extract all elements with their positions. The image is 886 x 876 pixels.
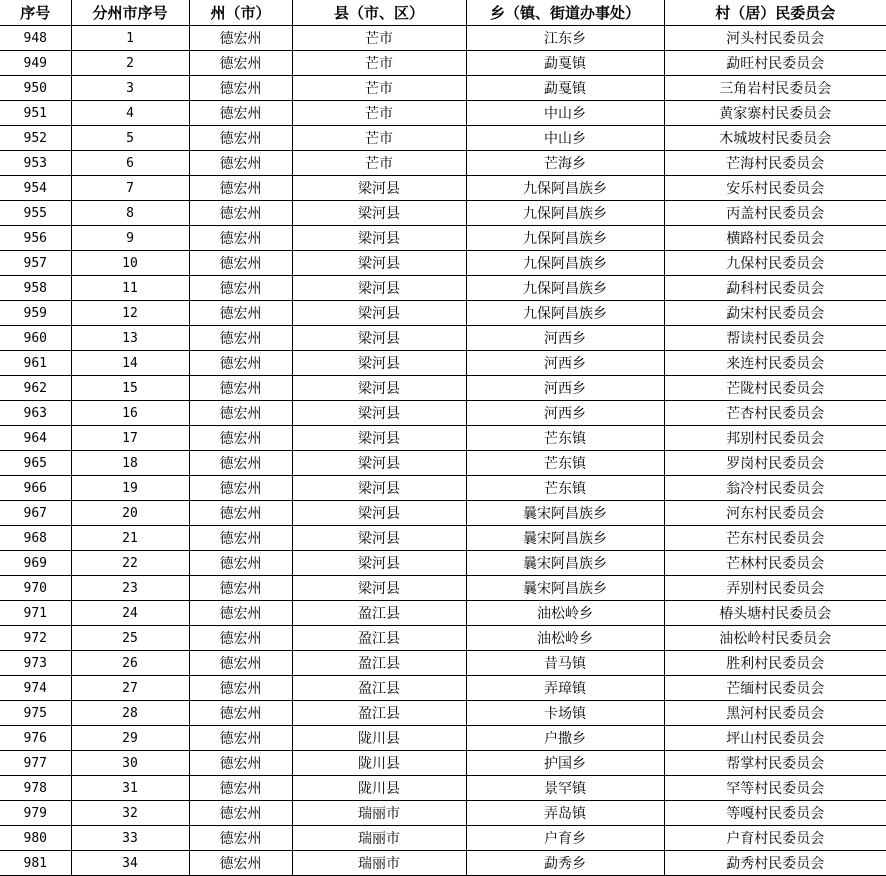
county-cell: 芒市 [292, 126, 466, 151]
prefecture-serial-no-cell: 11 [71, 276, 189, 301]
county-cell: 梁河县 [292, 201, 466, 226]
prefecture-serial-no-cell: 5 [71, 126, 189, 151]
township-cell: 河西乡 [466, 326, 664, 351]
county-cell: 瑞丽市 [292, 851, 466, 876]
serial-no-cell: 975 [0, 701, 71, 726]
county-cell: 梁河县 [292, 551, 466, 576]
prefecture-cell: 德宏州 [189, 176, 292, 201]
prefecture-cell: 德宏州 [189, 276, 292, 301]
table-row [0, 176, 886, 201]
table-row [0, 676, 886, 701]
table-row [0, 551, 886, 576]
village-committee-cell: 弄别村民委员会 [664, 576, 886, 601]
prefecture-serial-no-cell: 22 [71, 551, 189, 576]
village-committee-cell: 丙盖村民委员会 [664, 201, 886, 226]
village-committee-cell: 椿头塘村民委员会 [664, 601, 886, 626]
prefecture-serial-no-cell: 34 [71, 851, 189, 876]
table-row [0, 751, 886, 776]
prefecture-serial-no-cell: 2 [71, 51, 189, 76]
prefecture-cell: 德宏州 [189, 426, 292, 451]
township-cell: 芒海乡 [466, 151, 664, 176]
table-row [0, 526, 886, 551]
prefecture-serial-no-cell: 14 [71, 351, 189, 376]
village-committee-cell: 河东村民委员会 [664, 501, 886, 526]
serial-no-cell: 953 [0, 151, 71, 176]
prefecture-serial-no-cell: 13 [71, 326, 189, 351]
village-committee-cell: 河头村民委员会 [664, 26, 886, 51]
village-committee-cell: 芒海村民委员会 [664, 151, 886, 176]
prefecture-cell: 德宏州 [189, 326, 292, 351]
village-committee-cell: 勐科村民委员会 [664, 276, 886, 301]
prefecture-cell: 德宏州 [189, 501, 292, 526]
township-cell: 九保阿昌族乡 [466, 201, 664, 226]
township-cell: 护国乡 [466, 751, 664, 776]
county-cell: 陇川县 [292, 751, 466, 776]
prefecture-cell: 德宏州 [189, 851, 292, 876]
header-township: 乡（镇、街道办事处） [466, 0, 664, 26]
township-cell: 曩宋阿昌族乡 [466, 551, 664, 576]
table-row [0, 651, 886, 676]
county-cell: 盈江县 [292, 676, 466, 701]
village-committee-cell: 芒缅村民委员会 [664, 676, 886, 701]
prefecture-serial-no-cell: 18 [71, 451, 189, 476]
serial-no-cell: 951 [0, 101, 71, 126]
prefecture-cell: 德宏州 [189, 376, 292, 401]
village-committee-cell: 木城坡村民委员会 [664, 126, 886, 151]
header-village-committee: 村（居）民委员会 [664, 0, 886, 26]
township-cell: 中山乡 [466, 126, 664, 151]
prefecture-serial-no-cell: 1 [71, 26, 189, 51]
county-cell: 梁河县 [292, 526, 466, 551]
township-cell: 勐秀乡 [466, 851, 664, 876]
village-committee-cell: 勐宋村民委员会 [664, 301, 886, 326]
table-row [0, 126, 886, 151]
prefecture-serial-no-cell: 23 [71, 576, 189, 601]
prefecture-cell: 德宏州 [189, 726, 292, 751]
table-row [0, 801, 886, 826]
prefecture-serial-no-cell: 8 [71, 201, 189, 226]
prefecture-cell: 德宏州 [189, 401, 292, 426]
prefecture-serial-no-cell: 15 [71, 376, 189, 401]
village-committee-cell: 芒陇村民委员会 [664, 376, 886, 401]
village-committee-cell: 勐秀村民委员会 [664, 851, 886, 876]
township-cell: 昔马镇 [466, 651, 664, 676]
prefecture-cell: 德宏州 [189, 26, 292, 51]
township-cell: 九保阿昌族乡 [466, 276, 664, 301]
prefecture-serial-no-cell: 21 [71, 526, 189, 551]
table-row [0, 426, 886, 451]
header-county: 县（市、区） [292, 0, 466, 26]
serial-no-cell: 979 [0, 801, 71, 826]
township-cell: 曩宋阿昌族乡 [466, 526, 664, 551]
prefecture-serial-no-cell: 32 [71, 801, 189, 826]
table-row [0, 226, 886, 251]
table-row [0, 76, 886, 101]
township-cell: 九保阿昌族乡 [466, 226, 664, 251]
prefecture-serial-no-cell: 27 [71, 676, 189, 701]
village-committee-cell: 罕等村民委员会 [664, 776, 886, 801]
township-cell: 芒东镇 [466, 426, 664, 451]
prefecture-serial-no-cell: 12 [71, 301, 189, 326]
header-row [0, 0, 886, 26]
table-row [0, 826, 886, 851]
serial-no-cell: 961 [0, 351, 71, 376]
county-cell: 梁河县 [292, 251, 466, 276]
county-cell: 梁河县 [292, 276, 466, 301]
village-committee-cell: 户育村民委员会 [664, 826, 886, 851]
village-committee-cell: 黑河村民委员会 [664, 701, 886, 726]
village-committee-cell: 芒林村民委员会 [664, 551, 886, 576]
serial-no-cell: 963 [0, 401, 71, 426]
prefecture-cell: 德宏州 [189, 476, 292, 501]
serial-no-cell: 978 [0, 776, 71, 801]
township-cell: 油松岭乡 [466, 601, 664, 626]
table-row [0, 401, 886, 426]
prefecture-cell: 德宏州 [189, 126, 292, 151]
table-row [0, 701, 886, 726]
county-cell: 梁河县 [292, 401, 466, 426]
county-cell: 梁河县 [292, 376, 466, 401]
prefecture-serial-no-cell: 6 [71, 151, 189, 176]
village-committee-cell: 黄家寨村民委员会 [664, 101, 886, 126]
table-row [0, 201, 886, 226]
township-cell: 九保阿昌族乡 [466, 176, 664, 201]
village-committee-cell: 芒杏村民委员会 [664, 401, 886, 426]
village-committee-cell: 三角岩村民委员会 [664, 76, 886, 101]
table-row [0, 476, 886, 501]
township-cell: 江东乡 [466, 26, 664, 51]
township-cell: 芒东镇 [466, 476, 664, 501]
prefecture-cell: 德宏州 [189, 101, 292, 126]
table-row [0, 151, 886, 176]
county-cell: 瑞丽市 [292, 826, 466, 851]
table-row [0, 776, 886, 801]
township-cell: 卡场镇 [466, 701, 664, 726]
serial-no-cell: 976 [0, 726, 71, 751]
township-cell: 芒东镇 [466, 451, 664, 476]
table-row [0, 576, 886, 601]
village-committee-cell: 翁冷村民委员会 [664, 476, 886, 501]
serial-no-cell: 955 [0, 201, 71, 226]
village-committee-cell: 油松岭村民委员会 [664, 626, 886, 651]
prefecture-cell: 德宏州 [189, 651, 292, 676]
prefecture-serial-no-cell: 3 [71, 76, 189, 101]
serial-no-cell: 968 [0, 526, 71, 551]
header-prefecture-serial-no: 分州市序号 [71, 0, 189, 26]
village-committee-cell: 安乐村民委员会 [664, 176, 886, 201]
prefecture-cell: 德宏州 [189, 751, 292, 776]
county-cell: 梁河县 [292, 501, 466, 526]
township-cell: 曩宋阿昌族乡 [466, 501, 664, 526]
county-cell: 梁河县 [292, 351, 466, 376]
county-cell: 盈江县 [292, 701, 466, 726]
prefecture-cell: 德宏州 [189, 801, 292, 826]
serial-no-cell: 950 [0, 76, 71, 101]
prefecture-serial-no-cell: 19 [71, 476, 189, 501]
serial-no-cell: 971 [0, 601, 71, 626]
serial-no-cell: 948 [0, 26, 71, 51]
prefecture-cell: 德宏州 [189, 451, 292, 476]
serial-no-cell: 980 [0, 826, 71, 851]
table-row [0, 251, 886, 276]
serial-no-cell: 949 [0, 51, 71, 76]
prefecture-cell: 德宏州 [189, 351, 292, 376]
table-row [0, 376, 886, 401]
county-cell: 芒市 [292, 101, 466, 126]
village-committee-cell: 横路村民委员会 [664, 226, 886, 251]
prefecture-serial-no-cell: 9 [71, 226, 189, 251]
prefecture-serial-no-cell: 7 [71, 176, 189, 201]
prefecture-serial-no-cell: 17 [71, 426, 189, 451]
county-cell: 陇川县 [292, 726, 466, 751]
county-cell: 梁河县 [292, 301, 466, 326]
prefecture-cell: 德宏州 [189, 526, 292, 551]
serial-no-cell: 967 [0, 501, 71, 526]
prefecture-cell: 德宏州 [189, 151, 292, 176]
village-committee-cell: 坪山村民委员会 [664, 726, 886, 751]
serial-no-cell: 962 [0, 376, 71, 401]
prefecture-cell: 德宏州 [189, 76, 292, 101]
table-row [0, 351, 886, 376]
county-cell: 梁河县 [292, 326, 466, 351]
prefecture-cell: 德宏州 [189, 601, 292, 626]
county-cell: 梁河县 [292, 476, 466, 501]
prefecture-serial-no-cell: 26 [71, 651, 189, 676]
township-cell: 河西乡 [466, 376, 664, 401]
village-committee-cell: 等嘎村民委员会 [664, 801, 886, 826]
serial-no-cell: 981 [0, 851, 71, 876]
header-serial-no: 序号 [0, 0, 71, 26]
township-cell: 九保阿昌族乡 [466, 251, 664, 276]
serial-no-cell: 964 [0, 426, 71, 451]
prefecture-cell: 德宏州 [189, 701, 292, 726]
county-cell: 陇川县 [292, 776, 466, 801]
county-cell: 芒市 [292, 76, 466, 101]
prefecture-serial-no-cell: 29 [71, 726, 189, 751]
table-row [0, 276, 886, 301]
table-row [0, 101, 886, 126]
prefecture-serial-no-cell: 16 [71, 401, 189, 426]
serial-no-cell: 969 [0, 551, 71, 576]
prefecture-cell: 德宏州 [189, 576, 292, 601]
serial-no-cell: 956 [0, 226, 71, 251]
prefecture-cell: 德宏州 [189, 201, 292, 226]
header-prefecture: 州（市） [189, 0, 292, 26]
township-cell: 景罕镇 [466, 776, 664, 801]
prefecture-cell: 德宏州 [189, 676, 292, 701]
table-row [0, 851, 886, 876]
village-committee-cell: 九保村民委员会 [664, 251, 886, 276]
county-cell: 梁河县 [292, 176, 466, 201]
serial-no-cell: 952 [0, 126, 71, 151]
county-cell: 梁河县 [292, 426, 466, 451]
prefecture-cell: 德宏州 [189, 251, 292, 276]
serial-no-cell: 977 [0, 751, 71, 776]
prefecture-serial-no-cell: 10 [71, 251, 189, 276]
township-cell: 户育乡 [466, 826, 664, 851]
township-cell: 河西乡 [466, 351, 664, 376]
township-cell: 油松岭乡 [466, 626, 664, 651]
table-row [0, 626, 886, 651]
table-row [0, 301, 886, 326]
prefecture-serial-no-cell: 24 [71, 601, 189, 626]
prefecture-cell: 德宏州 [189, 226, 292, 251]
table-row [0, 326, 886, 351]
township-cell: 九保阿昌族乡 [466, 301, 664, 326]
county-cell: 芒市 [292, 51, 466, 76]
serial-no-cell: 965 [0, 451, 71, 476]
village-committee-cell: 邦别村民委员会 [664, 426, 886, 451]
village-committee-cell: 芒东村民委员会 [664, 526, 886, 551]
township-cell: 弄璋镇 [466, 676, 664, 701]
serial-no-cell: 960 [0, 326, 71, 351]
serial-no-cell: 957 [0, 251, 71, 276]
table-row [0, 451, 886, 476]
county-cell: 盈江县 [292, 651, 466, 676]
county-cell: 盈江县 [292, 601, 466, 626]
village-committee-cell: 胜利村民委员会 [664, 651, 886, 676]
prefecture-cell: 德宏州 [189, 776, 292, 801]
serial-no-cell: 974 [0, 676, 71, 701]
table-row [0, 51, 886, 76]
prefecture-serial-no-cell: 30 [71, 751, 189, 776]
township-cell: 曩宋阿昌族乡 [466, 576, 664, 601]
prefecture-serial-no-cell: 4 [71, 101, 189, 126]
county-cell: 芒市 [292, 151, 466, 176]
county-cell: 梁河县 [292, 226, 466, 251]
prefecture-serial-no-cell: 20 [71, 501, 189, 526]
prefecture-serial-no-cell: 31 [71, 776, 189, 801]
serial-no-cell: 958 [0, 276, 71, 301]
village-committee-cell: 来连村民委员会 [664, 351, 886, 376]
township-cell: 弄岛镇 [466, 801, 664, 826]
village-committee-cell: 帮掌村民委员会 [664, 751, 886, 776]
village-committee-cell: 勐旺村民委员会 [664, 51, 886, 76]
county-cell: 盈江县 [292, 626, 466, 651]
serial-no-cell: 959 [0, 301, 71, 326]
serial-no-cell: 970 [0, 576, 71, 601]
prefecture-cell: 德宏州 [189, 301, 292, 326]
county-cell: 芒市 [292, 26, 466, 51]
prefecture-cell: 德宏州 [189, 626, 292, 651]
table-row [0, 726, 886, 751]
serial-no-cell: 954 [0, 176, 71, 201]
table-row [0, 26, 886, 51]
table-row [0, 501, 886, 526]
township-cell: 中山乡 [466, 101, 664, 126]
township-cell: 勐戛镇 [466, 76, 664, 101]
village-committee-cell: 帮读村民委员会 [664, 326, 886, 351]
serial-no-cell: 966 [0, 476, 71, 501]
prefecture-serial-no-cell: 28 [71, 701, 189, 726]
table-body [0, 26, 886, 876]
table-row [0, 601, 886, 626]
village-committee-cell: 罗岗村民委员会 [664, 451, 886, 476]
county-cell: 梁河县 [292, 576, 466, 601]
prefecture-serial-no-cell: 25 [71, 626, 189, 651]
township-cell: 户撒乡 [466, 726, 664, 751]
township-cell: 勐戛镇 [466, 51, 664, 76]
county-cell: 梁河县 [292, 451, 466, 476]
prefecture-cell: 德宏州 [189, 551, 292, 576]
township-cell: 河西乡 [466, 401, 664, 426]
serial-no-cell: 973 [0, 651, 71, 676]
county-cell: 瑞丽市 [292, 801, 466, 826]
prefecture-serial-no-cell: 33 [71, 826, 189, 851]
serial-no-cell: 972 [0, 626, 71, 651]
prefecture-cell: 德宏州 [189, 826, 292, 851]
prefecture-cell: 德宏州 [189, 51, 292, 76]
